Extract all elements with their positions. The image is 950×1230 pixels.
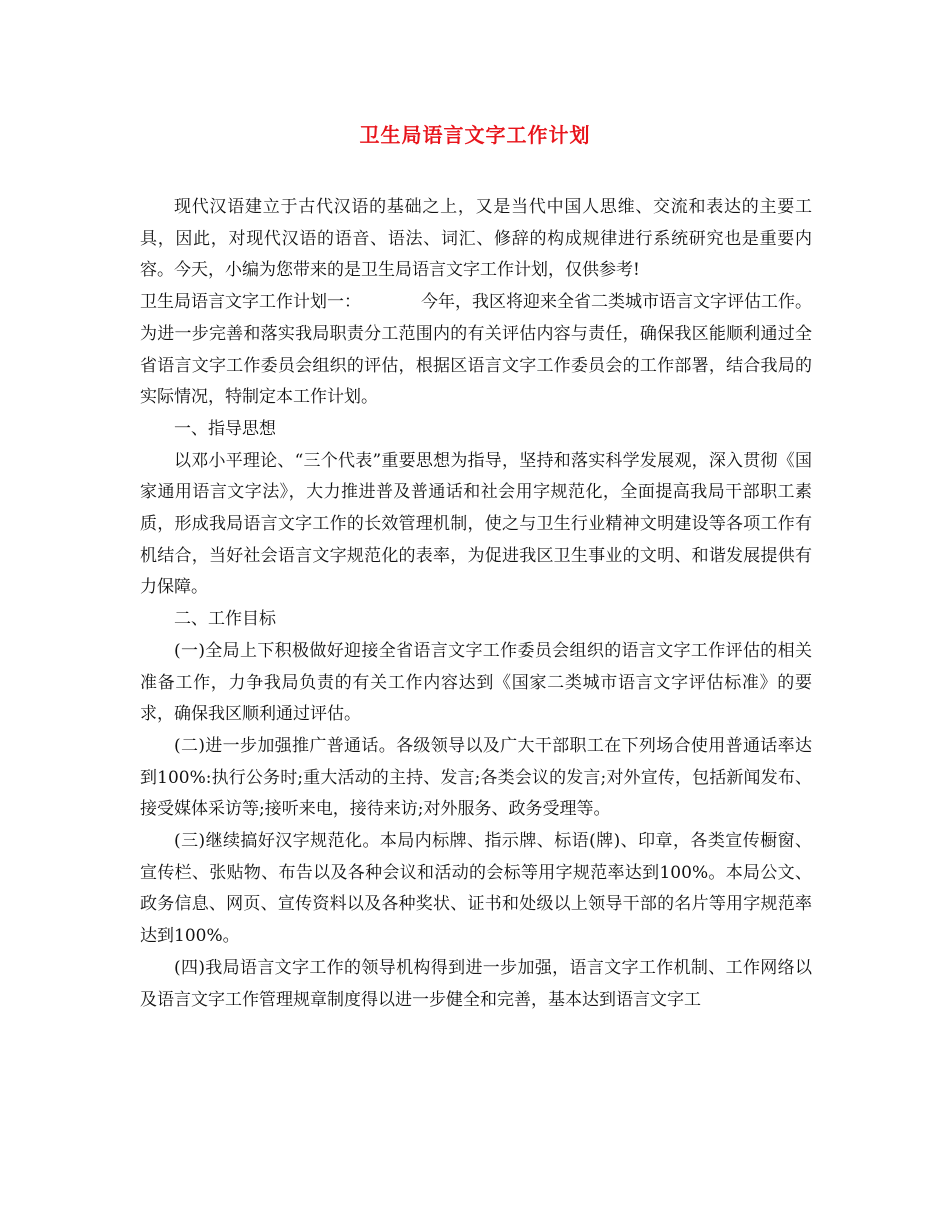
paragraph-goal-4: (四)我局语言文字工作的领导机构得到进一步加强，语言文字工作机制、工作网络以及语言文字工作管理规章制度得以进一步健全和完善，基本达到语言文字工 [140,957,812,1010]
paragraph-intro: 现代汉语建立于古代汉语的基础之上，又是当代中国人思维、交流和表达的主要工具，因此，对现代汉语的语音、语法、词汇、修辞的构成规律进行系统研究也是重要内容。今天，小编为您带来的是卫生局语言文字工作计划，仅供参考! [140,197,812,281]
paragraph-goal-3: (三)继续搞好汉字规范化。本局内标牌、指示牌、标语(牌)、印章，各类宣传橱窗、宣传栏、张贴物、布告以及各种会议和活动的会标等用字规范率达到100%。本局公文、政务信息、网页、宣传资料以及各种奖状、证书和处级以上领导干部的名片等用字规范率达到100%。 [140,831,812,947]
paragraph-goal-1: (一)全局上下积极做好迎接全省语言文字工作委员会组织的语言文字工作评估的相关准备工作，力争我局负责的有关工作内容达到《国家二类城市语言文字评估标准》的要求，确保我区顺利通过评估。 [140,640,812,725]
section-heading-goals: 二、工作目标 [174,609,276,630]
paragraph-plan1 [140,287,812,414]
document-body [140,192,812,1016]
paragraph-goal-2: (二)进一步加强推广普通话。各级领导以及广大干部职工在下列场合使用普通话率达到100%:执行公务时;重大活动的主持、发言;各类会议的发言;对外宣传，包括新闻发布、接受媒体采访等;接听来电，接待来访;对外服务、政务受理等。 [140,735,812,820]
paragraph-guiding: 以邓小平理论、“三个代表”重要思想为指导，坚持和落实科学发展观，深入贯彻《国家通用语言文字法》，大力推进普及普通话和社会用字规范化，全面提高我局干部职工素质，形成我局语言文字工作的长效管理机制，使之与卫生行业精神文明建设等各项工作有机结合，当好社会语言文字规范化的表率，为促进我区卫生事业的文明、和谐发展提供有力保障。 [140,450,812,598]
document-title: 卫生局语言文字工作计划 [359,123,591,147]
section-heading-guiding: 一、指导思想 [174,418,276,439]
plan1-label: 卫生局语言文字工作计划一： [140,292,361,313]
plan1-intro: 今年，我区将迎来全省二类城市语言文字评估工作。为进一步完善和落实我局职责分工范围内的有关评估内容与责任，确保我区能顺利通过全省语言文字工作委员会组织的评估，根据区语言文字工作委员会的工作部署，结合我局的实际情况，特制定本工作计划。 [140,292,812,408]
